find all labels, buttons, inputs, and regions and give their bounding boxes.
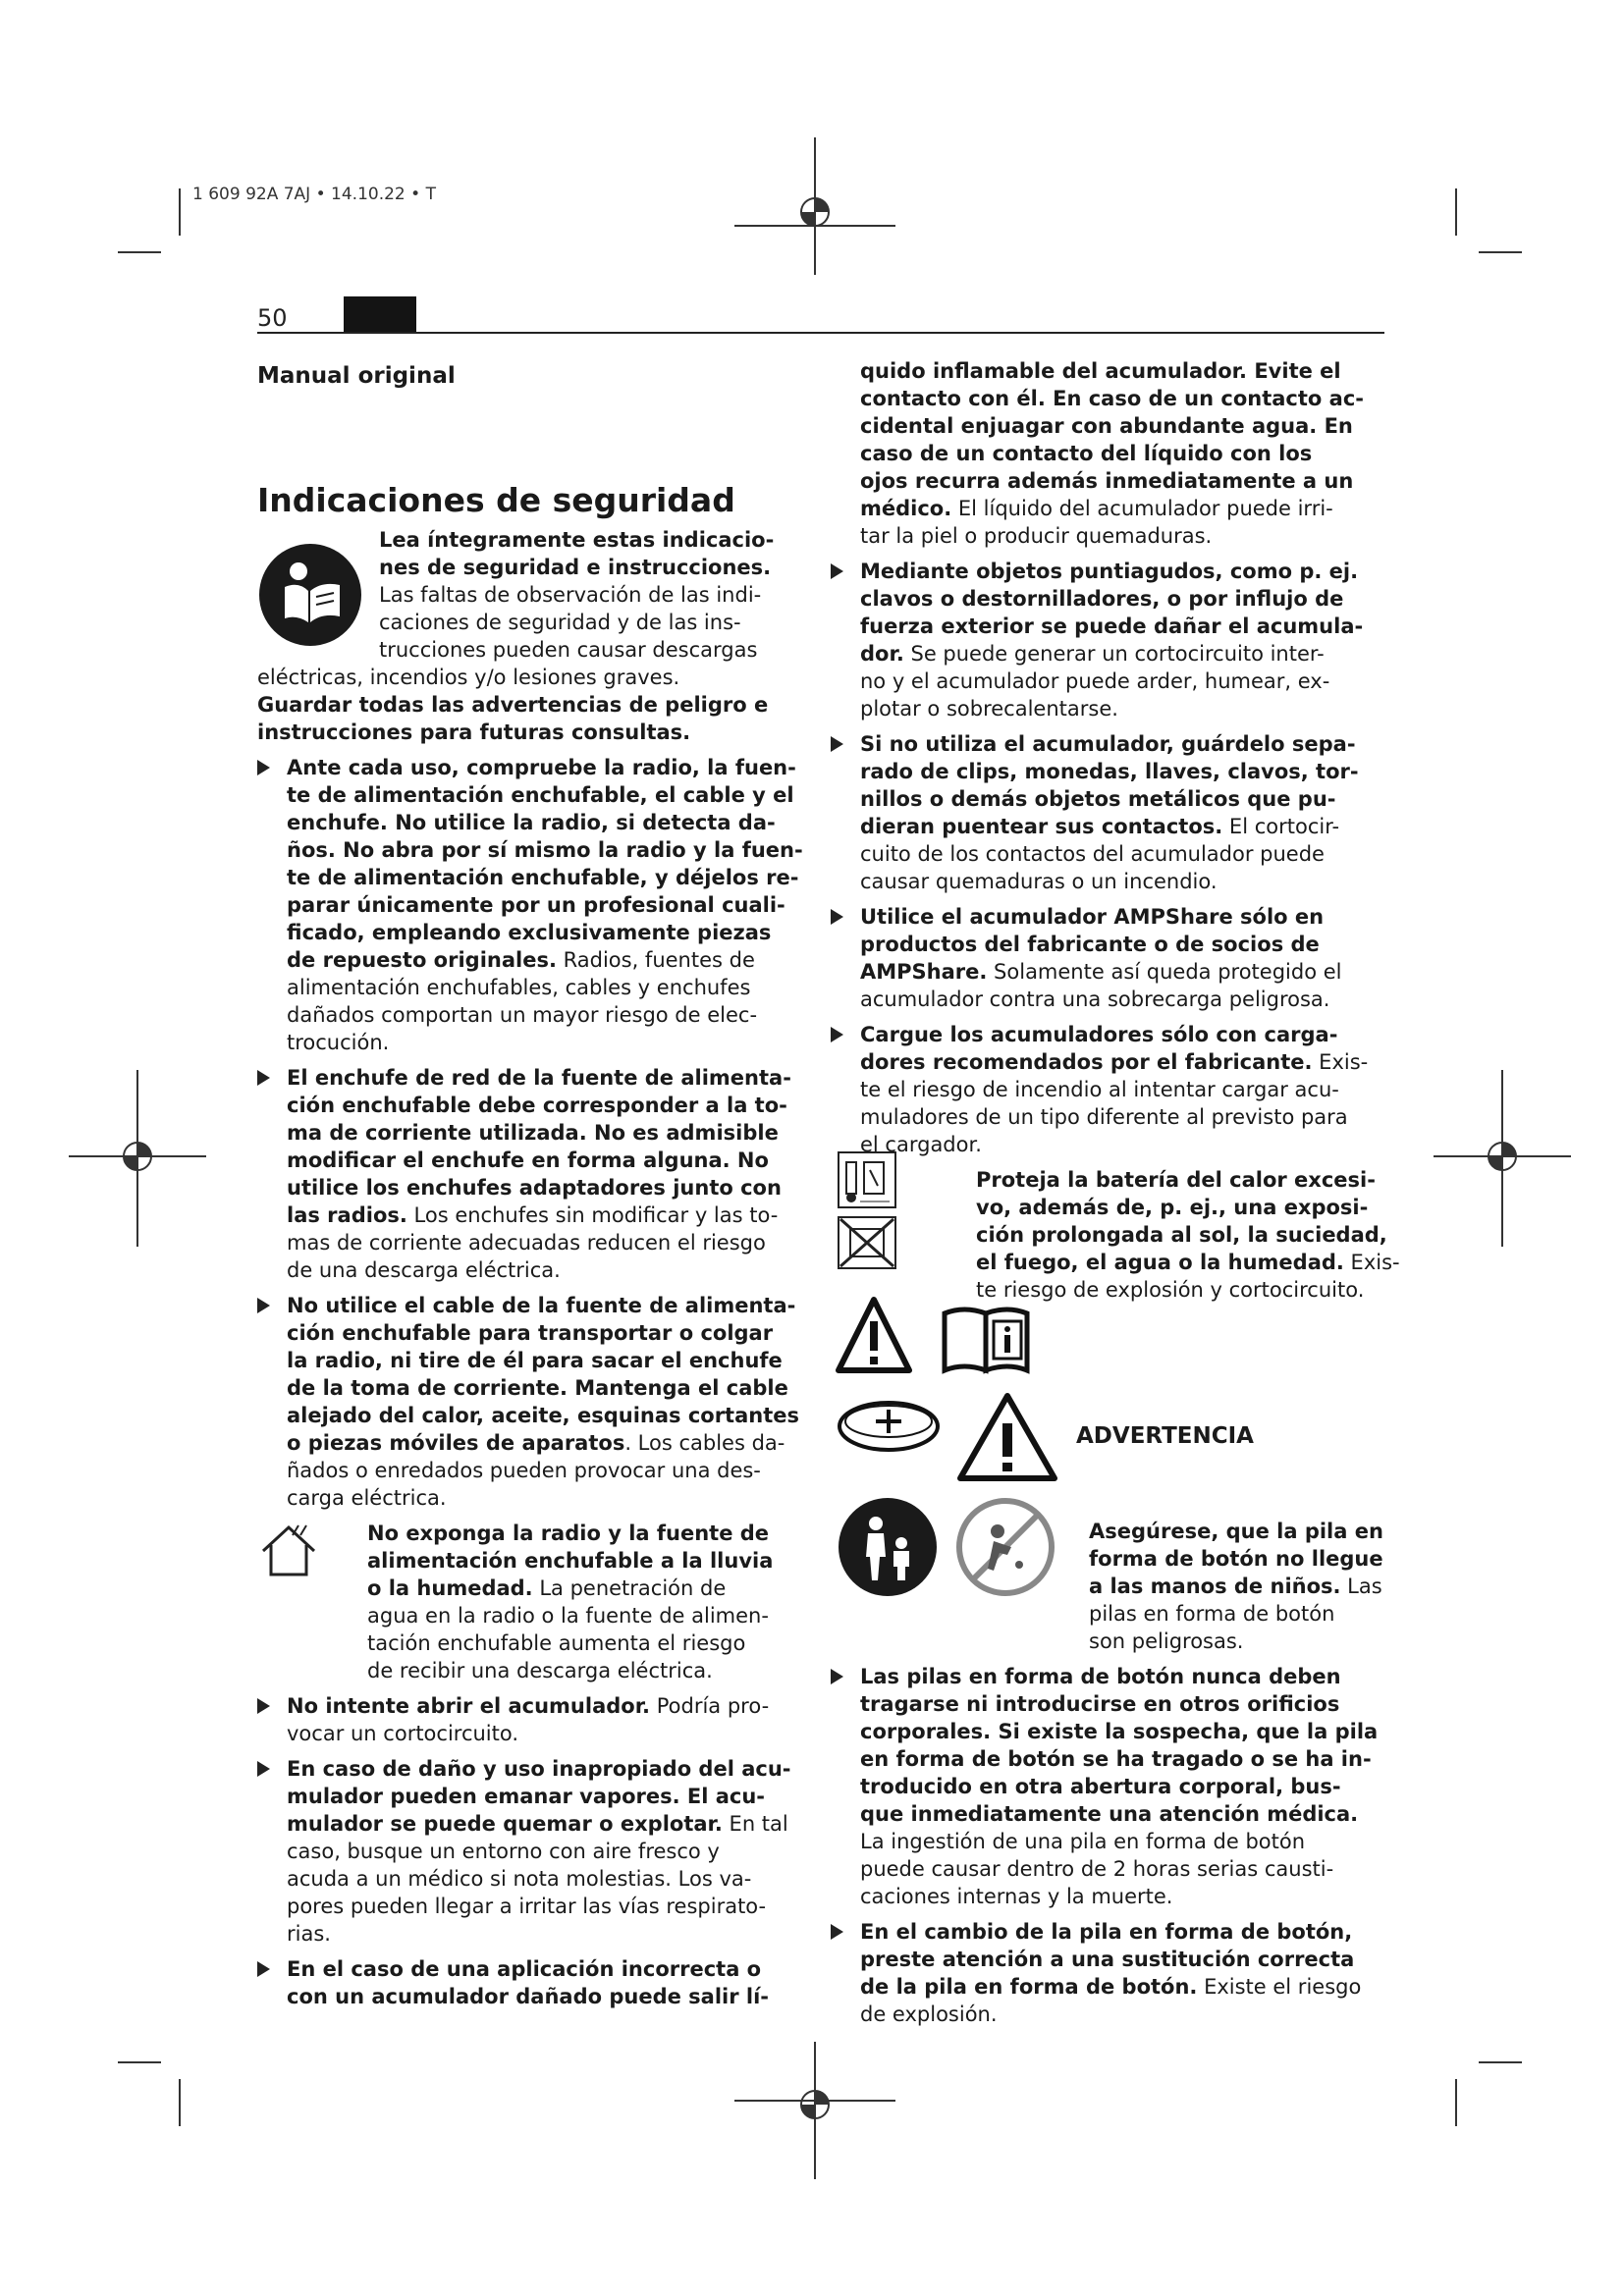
heat-warning	[860, 1166, 1400, 1304]
text-line: preste atención a una sustitución correcta	[860, 1948, 1355, 1971]
registration-mark-icon	[1434, 1070, 1571, 1247]
text-line: trucciones pueden causar descargas	[379, 638, 758, 662]
text-run: o la humedad.	[367, 1576, 533, 1600]
header-rule	[257, 332, 1384, 334]
text-run: Radios, fuentes de	[556, 948, 755, 972]
right-column	[860, 357, 1400, 2028]
registration-mark-icon	[727, 2042, 903, 2179]
crop-mark	[1479, 2061, 1522, 2063]
list-item	[831, 1918, 1384, 2028]
text-line: La ingestión de una pila en forma de botón	[860, 1830, 1306, 1853]
continuation-paragraph	[860, 357, 1384, 550]
text-line: Guardar todas las advertencias de peligro e	[257, 693, 769, 717]
text-line: alejado del calor, aceite, esquinas cortantes	[287, 1404, 799, 1427]
text-line: Ante cada uso, compruebe la radio, la fuen-	[287, 756, 796, 779]
text-line: instrucciones para futuras consultas.	[257, 721, 691, 744]
text-line: agua en la radio o la fuente de alimen-	[367, 1604, 769, 1628]
bullet-icon	[257, 1698, 270, 1714]
text-line: Utilice el acumulador AMPShare sólo en	[860, 905, 1325, 929]
text-line: ma de corriente utilizada. No es admisible	[287, 1121, 779, 1145]
text-line: de explosión.	[860, 2002, 998, 2026]
text-line: dañados comportan un mayor riesgo de elec-	[287, 1003, 758, 1027]
crop-mark	[118, 2061, 161, 2063]
text-line: enchufe. No utilice la radio, si detecta da-	[287, 811, 776, 834]
text-line: plotar o sobrecalentarse.	[860, 697, 1118, 721]
text-line: eléctricas, incendios y/o lesiones graves.	[257, 666, 680, 689]
text-line: rado de clips, monedas, llaves, clavos, tor-	[860, 760, 1359, 783]
text-run: La penetración de	[532, 1576, 727, 1600]
text-line: vo, además de, p. ej., una exposi-	[976, 1196, 1369, 1219]
text-run: Las	[1340, 1575, 1382, 1598]
text-line: te el riesgo de incendio al intentar cargar acu-	[860, 1078, 1339, 1101]
text-line: clavos o destornilladores, o por influjo de	[860, 587, 1344, 611]
coin-cell-warning	[860, 1518, 1384, 1655]
text-line: alimentación enchufables, cables y enchufes	[287, 976, 751, 999]
text-line: cuito de los contactos del acumulador puede	[860, 842, 1325, 866]
text-line: rias.	[287, 1922, 331, 1946]
text-line: Las pilas en forma de botón nunca deben	[860, 1665, 1341, 1688]
text-line: ojos recurra además inmediatamente a un	[860, 469, 1354, 493]
text-line: tragarse ni introducirse en otros orificios	[860, 1692, 1340, 1716]
text-line: caciones internas y la muerte.	[860, 1885, 1173, 1908]
text-line: caso, busque un entorno con aire fresco y	[287, 1840, 720, 1863]
text-line: te riesgo de explosión y cortocircuito.	[976, 1278, 1365, 1302]
text-line: Si no utiliza el acumulador, guárdelo sepa-	[860, 732, 1356, 756]
crop-mark	[118, 251, 161, 253]
rain-warning	[257, 1520, 807, 1684]
bullet-icon	[831, 1027, 843, 1042]
text-run: dor.	[860, 642, 904, 666]
text-line: troducido en otra abertura corporal, bus-	[860, 1775, 1341, 1798]
text-line: no y el acumulador puede arder, humear, ex-	[860, 669, 1330, 693]
page-number: 50	[257, 304, 288, 332]
text-line: mas de corriente adecuadas reducen el riesgo	[287, 1231, 766, 1255]
text-line: En el caso de una aplicación incorrecta o	[287, 1957, 762, 1981]
text-run: de repuesto originales.	[287, 948, 557, 972]
text-run: Los enchufes sin modificar y las to-	[406, 1203, 779, 1227]
text-line: En caso de daño y uso inapropiado del acu-	[287, 1757, 791, 1781]
text-run: dores recomendados por el fabricante.	[860, 1050, 1313, 1074]
text-run: o piezas móviles de aparatos	[287, 1431, 625, 1455]
text-run: dieran puentear sus contactos.	[860, 815, 1223, 838]
text-line: carga eléctrica.	[287, 1486, 447, 1510]
text-line: quido inflamable del acumulador. Evite el	[860, 359, 1341, 383]
text-run: El líquido del acumulador puede irri-	[951, 497, 1333, 520]
text-line: parar únicamente por un profesional cuali-	[287, 893, 785, 917]
crop-mark	[179, 2079, 181, 2126]
text-run: No intente abrir el acumulador.	[287, 1694, 651, 1718]
text-line: el cargador.	[860, 1133, 982, 1156]
text-line: No utilice el cable de la fuente de alimenta-	[287, 1294, 796, 1317]
crop-mark	[1455, 2079, 1457, 2126]
text-run: de la pila en forma de botón.	[860, 1975, 1198, 1999]
text-line: caso de un contacto del líquido con los	[860, 442, 1313, 465]
text-run: Se puede generar un cortocircuito inter-	[903, 642, 1325, 666]
text-line: El enchufe de red de la fuente de alimenta-	[287, 1066, 791, 1090]
text-line: fuerza exterior se puede dañar el acumula-	[860, 614, 1364, 638]
bullet-icon	[831, 909, 843, 925]
text-line: te de alimentación enchufable, el cable y el	[287, 783, 794, 807]
header-block	[344, 296, 416, 334]
text-run: Exis-	[1312, 1050, 1369, 1074]
text-line: acuda a un médico si nota molestias. Los va-	[287, 1867, 752, 1891]
bullet-icon	[257, 1961, 270, 1977]
text-run: En tal	[722, 1812, 788, 1836]
text-line: te de alimentación enchufable, y déjelos re-	[287, 866, 799, 889]
registration-mark-icon	[69, 1070, 206, 1247]
text-line: en forma de botón se ha tragado o se ha in-	[860, 1747, 1372, 1771]
text-run: El cortocir-	[1222, 815, 1340, 838]
list-item	[257, 1755, 807, 1948]
text-run: Podría pro-	[650, 1694, 770, 1718]
list-item	[831, 1021, 1384, 1158]
text-line: ños. No abra por sí mismo la radio y la fuen-	[287, 838, 803, 862]
bullet-icon	[831, 1924, 843, 1940]
text-run: las radios.	[287, 1203, 407, 1227]
text-line: modificar el enchufe en forma alguna. No	[287, 1148, 769, 1172]
text-line: ñados o enredados pueden provocar una des-	[287, 1459, 761, 1482]
text-line: mulador pueden emanar vapores. El acu-	[287, 1785, 766, 1808]
bullet-icon	[257, 1761, 270, 1777]
text-line: utilice los enchufes adaptadores junto con	[287, 1176, 782, 1200]
text-line: puede causar dentro de 2 horas serias causti-	[860, 1857, 1334, 1881]
text-line: caciones de seguridad y de las ins-	[379, 611, 741, 634]
bullet-icon	[831, 736, 843, 752]
list-item	[831, 903, 1384, 1013]
text-line: cidental enjuagar con abundante agua. En	[860, 414, 1353, 438]
text-line: contacto con él. En caso de un contacto ac-	[860, 387, 1364, 410]
intro-paragraph	[257, 526, 807, 691]
text-line: son peligrosas.	[1089, 1629, 1244, 1653]
text-line: No exponga la radio y la fuente de	[367, 1522, 770, 1545]
text-line: causar quemaduras o un incendio.	[860, 870, 1218, 893]
list-item	[831, 1663, 1384, 1910]
text-line: que inmediatamente una atención médica.	[860, 1802, 1359, 1826]
text-line: nillos o demás objetos metálicos que pu-	[860, 787, 1336, 811]
list-item	[257, 1955, 807, 2010]
text-line: la radio, ni tire de él para sacar el enchufe	[287, 1349, 783, 1372]
text-run: el fuego, el agua o la humedad.	[976, 1251, 1344, 1274]
section-title: Indicaciones de seguridad	[257, 481, 735, 519]
text-line: con un acumulador dañado puede salir lí-	[287, 1985, 769, 2008]
text-run: médico.	[860, 497, 952, 520]
text-line: Mediante objetos puntiagudos, como p. ej.	[860, 560, 1359, 583]
bullet-icon	[257, 1298, 270, 1313]
text-line: tación enchufable aumenta el riesgo	[367, 1631, 746, 1655]
text-line: de una descarga eléctrica.	[287, 1258, 561, 1282]
text-line: ficado, empleando exclusivamente piezas	[287, 921, 772, 944]
crop-mark	[1455, 188, 1457, 236]
text-run: mulador se puede quemar o explotar.	[287, 1812, 723, 1836]
text-line: vocar un cortocircuito.	[287, 1722, 519, 1745]
bullet-icon	[257, 760, 270, 775]
text-line: pilas en forma de botón	[1089, 1602, 1335, 1626]
left-column	[257, 526, 807, 2010]
crop-mark	[179, 188, 181, 236]
list-item	[831, 730, 1384, 895]
text-line: pores pueden llegar a irritar las vías respirato-	[287, 1895, 767, 1918]
text-line: ción enchufable para transportar o colgar	[287, 1321, 774, 1345]
text-line: corporales. Si existe la sospecha, que la pila	[860, 1720, 1379, 1743]
registration-mark-icon	[727, 137, 903, 275]
text-line: acumulador contra una sobrecarga peligrosa.	[860, 988, 1330, 1011]
list-item	[831, 558, 1384, 722]
text-run: Existe el riesgo	[1197, 1975, 1362, 1999]
text-line: Cargue los acumuladores sólo con carga-	[860, 1023, 1338, 1046]
bullet-icon	[257, 1070, 270, 1086]
crop-mark	[1479, 251, 1522, 253]
bullet-icon	[831, 1669, 843, 1684]
text-line: nes de seguridad e instrucciones.	[379, 556, 772, 579]
manual-label: Manual original	[257, 363, 456, 389]
text-line: trocución.	[287, 1031, 390, 1054]
text-line: tar la piel o producir quemaduras.	[860, 524, 1213, 548]
text-line: En el cambio de la pila en forma de botón,	[860, 1920, 1353, 1944]
text-run: AMPShare.	[860, 960, 988, 984]
text-line: Proteja la batería del calor excesi-	[976, 1168, 1376, 1192]
text-line: ción enchufable debe corresponder a la to-	[287, 1094, 787, 1117]
print-code: 1 609 92A 7AJ • 14.10.22 • T	[192, 185, 436, 204]
text-line: muladores de un tipo diferente al previsto para	[860, 1105, 1348, 1129]
text-line: Las faltas de observación de las indi-	[379, 583, 762, 607]
text-line: forma de botón no llegue	[1089, 1547, 1383, 1571]
list-item	[257, 754, 807, 1056]
text-run: a las manos de niños.	[1089, 1575, 1341, 1598]
list-item	[257, 1292, 807, 1512]
text-run: . Los cables da-	[624, 1431, 785, 1455]
text-line: alimentación enchufable a la lluvia	[367, 1549, 774, 1573]
list-item	[257, 1064, 807, 1284]
text-line: productos del fabricante o de socios de	[860, 933, 1320, 956]
text-line: Asegúrese, que la pila en	[1089, 1520, 1383, 1543]
text-run: Exis-	[1343, 1251, 1400, 1274]
text-run: Solamente así queda protegido el	[987, 960, 1342, 984]
text-line: Lea íntegramente estas indicacio-	[379, 528, 775, 552]
warning-label: ADVERTENCIA	[1076, 1423, 1254, 1449]
text-line: de la toma de corriente. Mantenga el cable	[287, 1376, 788, 1400]
text-line: ción prolongada al sol, la suciedad,	[976, 1223, 1387, 1247]
bullet-icon	[831, 563, 843, 579]
list-item	[257, 1692, 807, 1747]
text-line: de recibir una descarga eléctrica.	[367, 1659, 713, 1682]
